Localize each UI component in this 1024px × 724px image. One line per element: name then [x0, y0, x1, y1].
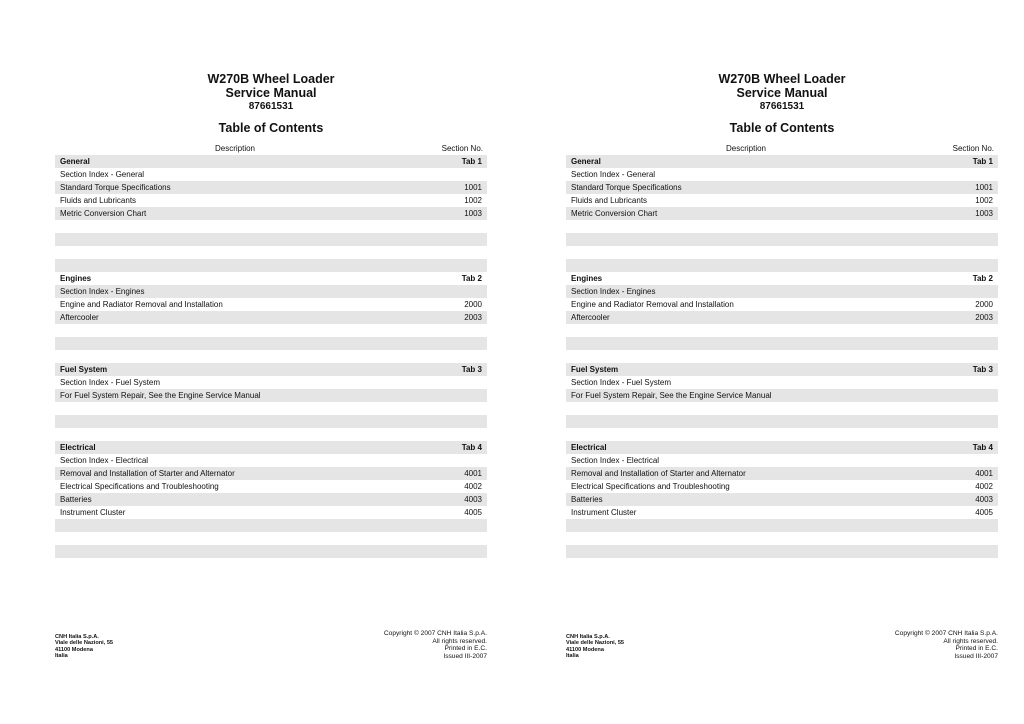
table-row [566, 545, 998, 558]
address-line: CNH Italia S.p.A. [55, 634, 99, 640]
table-row [566, 324, 998, 337]
row-label: Removal and Installation of Starter and Alternator [571, 469, 746, 478]
row-section-number: Tab 1 [461, 157, 482, 166]
row-label: Section Index - Engines [571, 287, 656, 296]
row-label: Metric Conversion Chart [571, 209, 658, 218]
toc-table [566, 144, 998, 558]
row-label: Electrical [571, 443, 607, 452]
column-description: Description [725, 144, 766, 153]
row-label: Section Index - General [571, 170, 656, 179]
row-section-number: 4002 [975, 482, 993, 491]
toc-header [566, 144, 998, 155]
table-row [55, 454, 487, 467]
toc-header [55, 144, 487, 155]
row-section-number: 4003 [464, 495, 482, 504]
row-section-number: 1002 [464, 196, 482, 205]
table-row [55, 298, 487, 311]
row-section-number: Tab 2 [461, 274, 482, 283]
copyright-line: Printed in E.C. [955, 645, 998, 653]
address-line: CNH Italia S.p.A. [566, 634, 610, 640]
table-row [566, 233, 998, 246]
row-label: Fuel System [571, 365, 619, 374]
row-label: Section Index - Electrical [571, 456, 660, 465]
section-row [566, 272, 998, 285]
row-section-number: 4003 [975, 495, 993, 504]
row-label: Batteries [571, 495, 603, 504]
row-section-number: Tab 2 [972, 274, 993, 283]
row-label: Engine and Radiator Removal and Installation [571, 300, 734, 309]
row-label: Removal and Installation of Starter and Alternator [60, 469, 235, 478]
table-row [566, 532, 998, 545]
row-label: General [60, 157, 90, 166]
column-description: Description [214, 144, 255, 153]
table-row [566, 246, 998, 259]
row-label: Fluids and Lubricants [60, 196, 137, 205]
section-row [566, 155, 998, 168]
document-title: W270B Wheel Loader [718, 72, 846, 86]
table-row [55, 467, 487, 480]
title-block [566, 72, 998, 113]
row-label: For Fuel System Repair, See the Engine Service Manual [60, 391, 261, 400]
row-label: Fuel System [60, 365, 108, 374]
row-label: Aftercooler [60, 313, 99, 322]
page-right [511, 0, 1023, 724]
table-row [566, 298, 998, 311]
row-label: Electrical Specifications and Troubleshooting [571, 482, 730, 491]
row-label: Batteries [60, 495, 92, 504]
row-section-number: 1002 [975, 196, 993, 205]
table-row [55, 220, 487, 233]
table-row [55, 246, 487, 259]
row-section-number: 2000 [975, 300, 993, 309]
row-label: Section Index - Engines [60, 287, 145, 296]
section-row [55, 363, 487, 376]
row-label: Metric Conversion Chart [60, 209, 147, 218]
address-line: Viale delle Nazioni, 55 [566, 640, 625, 647]
address-line: Viale delle Nazioni, 55 [55, 640, 114, 647]
table-row [55, 402, 487, 415]
title-block [55, 72, 487, 113]
toc-title: Table of Contents [729, 121, 835, 135]
table-row [55, 415, 487, 428]
table-row [55, 532, 487, 545]
table-row [566, 480, 998, 493]
copyright-line: Issued III-2007 [443, 652, 487, 660]
copyright-line: All rights reserved. [432, 637, 487, 645]
row-section-number: 1003 [464, 209, 482, 218]
row-section-number: 4005 [464, 508, 482, 517]
table-row [55, 233, 487, 246]
row-label: Aftercooler [571, 313, 610, 322]
table-row [566, 415, 998, 428]
publisher-address [566, 634, 624, 660]
address-line: 41100 Modena [566, 646, 604, 653]
table-row [566, 337, 998, 350]
copyright-line: Copyright © 2007 CNH Italia S.p.A. [894, 630, 998, 637]
table-row [55, 350, 487, 363]
row-section-number: Tab 1 [972, 157, 993, 166]
address-line: 41100 Modena [55, 646, 93, 653]
table-row [55, 493, 487, 506]
column-section: Section No. [441, 144, 483, 153]
row-section-number: 4005 [975, 508, 993, 517]
row-section-number: 4001 [975, 469, 993, 478]
table-row [566, 311, 998, 324]
part-number: 87661531 [759, 101, 805, 112]
table-row [566, 376, 998, 389]
row-section-number: 2000 [464, 300, 482, 309]
copyright-notice [384, 630, 487, 660]
row-label: Fluids and Lubricants [571, 196, 648, 205]
table-row [55, 519, 487, 532]
row-section-number: Tab 4 [461, 443, 482, 452]
row-label: Instrument Cluster [571, 508, 637, 517]
table-row [55, 376, 487, 389]
row-section-number: 1003 [975, 209, 993, 218]
table-row [566, 519, 998, 532]
table-row [566, 454, 998, 467]
table-row [566, 506, 998, 519]
table-row [55, 337, 487, 350]
row-section-number: Tab 3 [972, 365, 993, 374]
row-section-number: Tab 3 [461, 365, 482, 374]
part-number: 87661531 [248, 101, 294, 112]
document-subtitle: Service Manual [225, 86, 317, 100]
copyright-notice [895, 630, 998, 660]
row-label: Electrical Specifications and Troubleshooting [60, 482, 219, 491]
table-row [566, 285, 998, 298]
copyright-line: Copyright © 2007 CNH Italia S.p.A. [383, 630, 487, 637]
table-row [55, 506, 487, 519]
copyright-line: All rights reserved. [943, 637, 998, 645]
toc-title: Table of Contents [218, 121, 324, 135]
row-label: Section Index - Fuel System [571, 378, 672, 387]
table-row [55, 311, 487, 324]
table-row [55, 259, 487, 272]
table-row [55, 389, 487, 402]
table-row [566, 493, 998, 506]
table-row [566, 181, 998, 194]
table-row [566, 168, 998, 181]
table-row [55, 181, 487, 194]
section-row [55, 441, 487, 454]
table-row [566, 259, 998, 272]
publisher-address [55, 634, 113, 660]
row-section-number: Tab 4 [972, 443, 993, 452]
row-label: Section Index - General [60, 170, 145, 179]
address-line: Italia [55, 653, 68, 660]
row-section-number: 2003 [464, 313, 482, 322]
row-label: Instrument Cluster [60, 508, 126, 517]
row-section-number: 4001 [464, 469, 482, 478]
address-line: Italia [566, 653, 579, 660]
table-row [566, 402, 998, 415]
table-row [55, 285, 487, 298]
table-row [566, 194, 998, 207]
table-row [566, 350, 998, 363]
row-label: Standard Torque Specifications [60, 183, 171, 192]
column-section: Section No. [952, 144, 994, 153]
table-row [566, 220, 998, 233]
table-row [55, 545, 487, 558]
section-row [55, 155, 487, 168]
table-row [55, 194, 487, 207]
row-label: Engines [571, 274, 603, 283]
row-section-number: 1001 [975, 183, 993, 192]
section-row [566, 441, 998, 454]
row-label: Standard Torque Specifications [571, 183, 682, 192]
table-row [55, 428, 487, 441]
row-label: Section Index - Electrical [60, 456, 149, 465]
row-section-number: 2003 [975, 313, 993, 322]
section-row [566, 363, 998, 376]
document-subtitle: Service Manual [736, 86, 828, 100]
table-row [566, 428, 998, 441]
table-row [55, 480, 487, 493]
row-label: Section Index - Fuel System [60, 378, 161, 387]
toc-table [55, 144, 487, 558]
table-row [55, 168, 487, 181]
section-row [55, 272, 487, 285]
table-row [566, 467, 998, 480]
row-label: Engines [60, 274, 92, 283]
row-label: Engine and Radiator Removal and Installation [60, 300, 223, 309]
row-section-number: 4002 [464, 482, 482, 491]
table-row [55, 207, 487, 220]
copyright-line: Issued III-2007 [954, 652, 998, 660]
row-label: For Fuel System Repair, See the Engine Service Manual [571, 391, 772, 400]
row-label: Electrical [60, 443, 96, 452]
row-section-number: 1001 [464, 183, 482, 192]
row-label: General [571, 157, 601, 166]
table-row [566, 207, 998, 220]
table-row [55, 324, 487, 337]
document-title: W270B Wheel Loader [207, 72, 335, 86]
copyright-line: Printed in E.C. [444, 645, 487, 653]
table-row [566, 389, 998, 402]
